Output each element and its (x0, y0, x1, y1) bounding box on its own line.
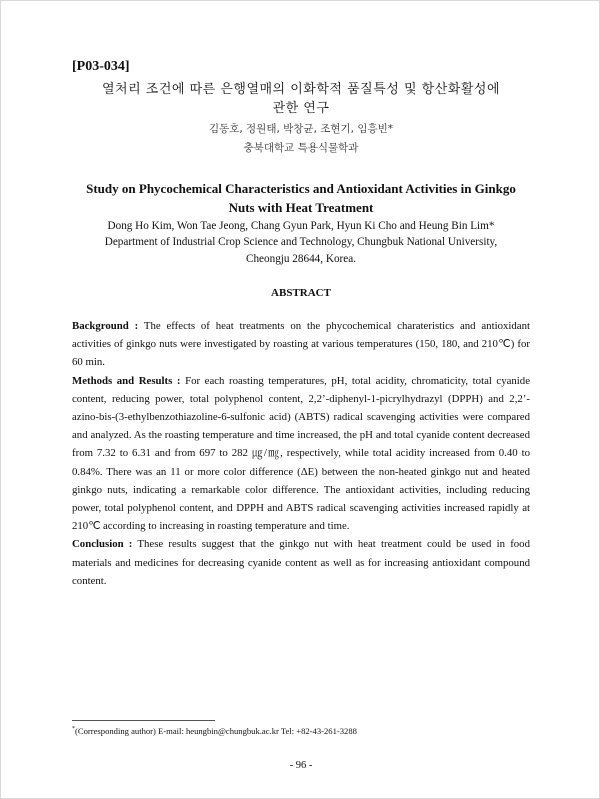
abstract-heading: ABSTRACT (271, 287, 331, 299)
background-text: The effects of heat treatments on the phycochemical charateristics and antioxidant activities of ginkgo nuts were investigated by roasting at various temperatures (150, 180, and 210℃) for 60 min. (72, 320, 530, 369)
korean-title-line1: 열처리 조건에 따른 은행열매의 이화학적 품질특성 및 항산화활성에 (101, 82, 501, 97)
background-paragraph (72, 317, 530, 372)
korean-title-line2: 관한 연구 (272, 101, 330, 116)
abstract-body (72, 317, 530, 590)
footnote (72, 726, 357, 736)
page-number: - 96 - (289, 760, 313, 771)
english-affiliation-line2: Cheongju 28644, Korea. (246, 253, 356, 265)
english-title-line2: Nuts with Heat Treatment (228, 200, 374, 215)
poster-code: [P03-034] (72, 59, 130, 74)
methods-paragraph (72, 372, 530, 536)
conclusion-paragraph (72, 535, 530, 590)
conclusion-label: Conclusion : (72, 538, 133, 551)
methods-label: Methods and Results : (72, 374, 181, 387)
korean-authors: 김동호, 정원태, 박창균, 조현기, 임흥빈* (208, 123, 394, 135)
background-label: Background : (72, 320, 139, 332)
methods-text: For each roasting temperatures, pH, total acidity, chromaticity, total cyanide content, reducing power, total polyphenol content, 2,2’-diphenyl-1-picrylhydrazyl (DPPH) and 2,2’-azino-bis-(3-ethylbenzothiazoline-6-sulfonic acid) (ABTS) radical scavenging activities were compared and analyzed. As the roasting temperature and time increased, the pH and total cyanide content decreased from 7.32 to 6.31 and from 697 to 282 ㎍/㎎, respectively, while total acidity increased from 0.40 to 0.84%. There was an 11 or more color difference (ΔE) between the non-heated ginkgo nut and heated ginkgo nuts, indicating a remarkable color difference. The antioxidant activities, including reducing power, total polyphenol content, and DPPH and ABTS radical scavenging activities increased rapidly at 210℃ according to increasing in roasting temperature and time. (72, 374, 531, 533)
footnote-divider (72, 720, 215, 721)
english-authors: Dong Ho Kim, Won Tae Jeong, Chang Gyun Park, Hyun Ki Cho and Heung Bin Lim* (107, 220, 495, 232)
english-affiliation-line1: Department of Industrial Crop Science and Technology, Chungbuk National University, (104, 236, 498, 248)
korean-affiliation: 충북대학교 특용식물학과 (243, 142, 359, 154)
conclusion-text: These results suggest that the ginkgo nut with heat treatment could be used in food materials and medicines for decreasing cyanide content as well as for increasing antioxidant compound content. (72, 538, 530, 587)
english-title-line1: Study on Phycochemical Characteristics and Antioxidant Activities in Ginkgo (86, 181, 516, 196)
footnote-marker: * (72, 726, 75, 733)
footnote-text: (Corresponding author) E-mail: heungbin@chungbuk.ac.kr Tel: +82-43-261-3288 (75, 726, 357, 736)
